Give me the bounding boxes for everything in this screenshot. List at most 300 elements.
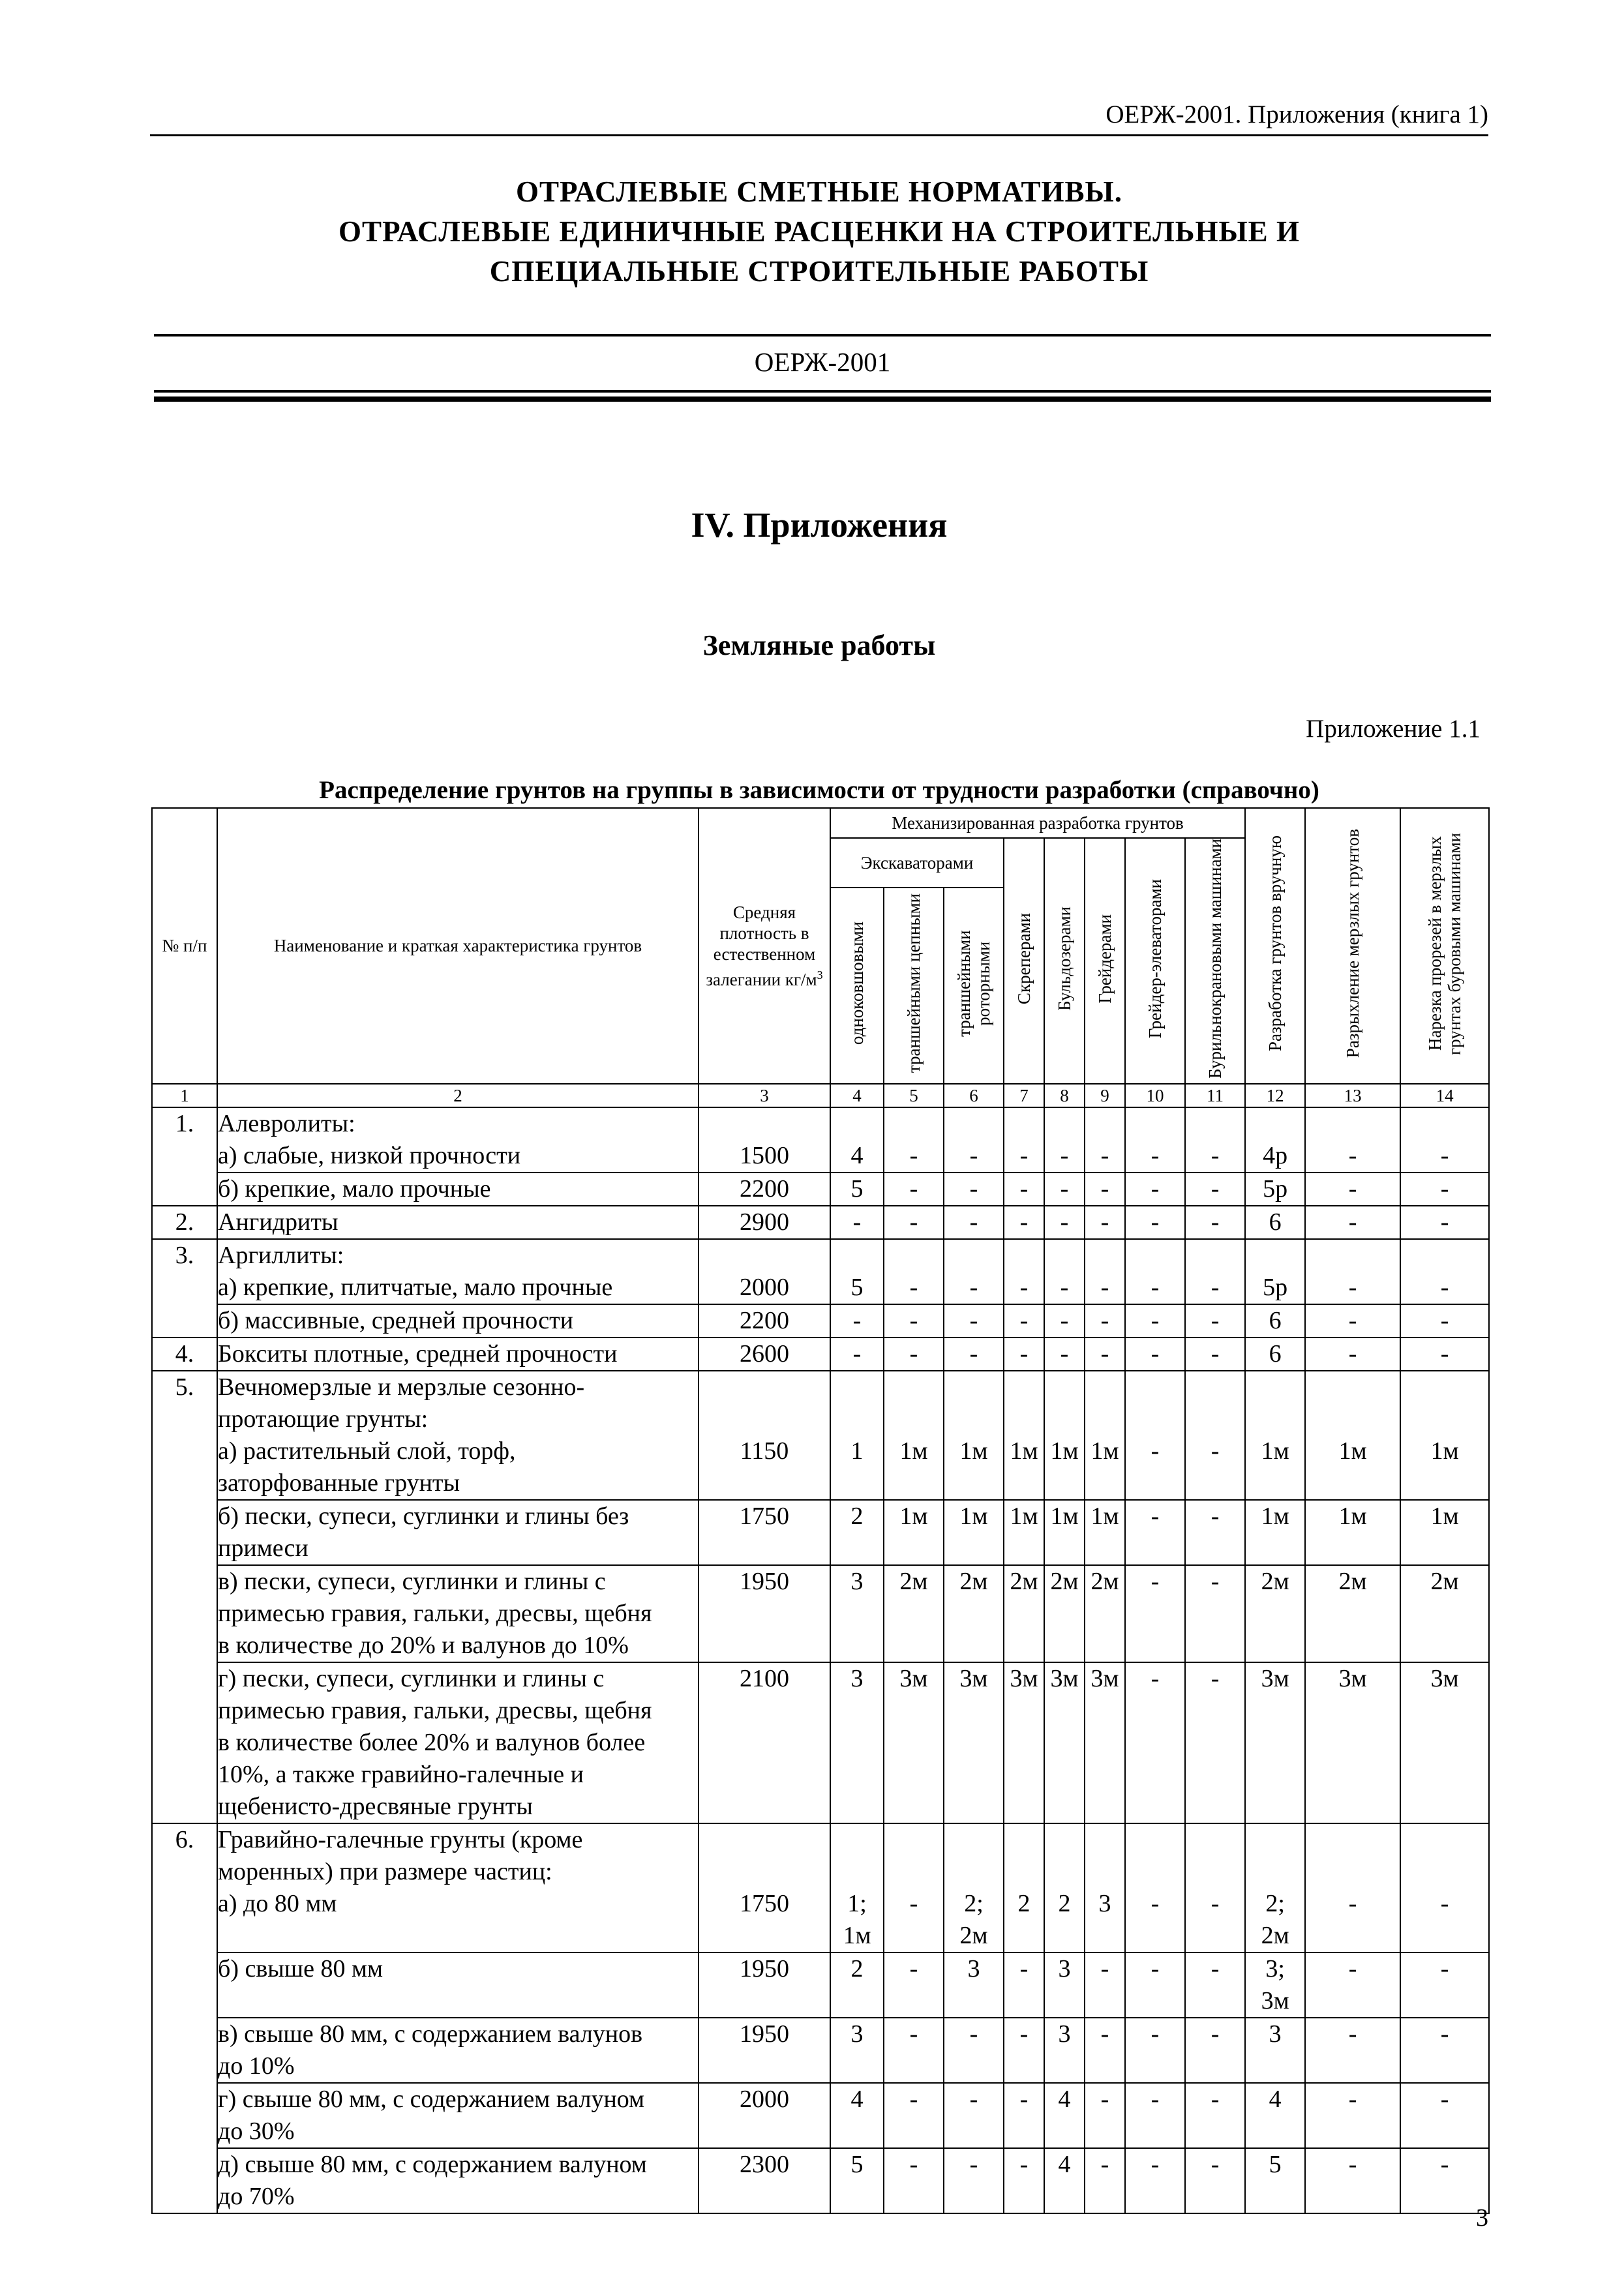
- value-cell-col13: [1305, 1823, 1400, 1952]
- value-cell-col8: [1044, 1107, 1085, 1173]
- row-number: [152, 1371, 217, 1823]
- soil-density: [699, 1565, 830, 1662]
- cell-value: -: [1210, 1174, 1220, 1203]
- spacer-line: [1186, 1824, 1244, 1856]
- table-row: [152, 1500, 1489, 1565]
- value-cell-col7: [1004, 1239, 1044, 1304]
- soil-name-text: в количестве более 20% и валунов более: [218, 1728, 646, 1756]
- spacer-line: [1306, 1403, 1400, 1435]
- cell-value: 5: [1269, 2150, 1282, 2178]
- col-number: 1: [152, 1084, 217, 1107]
- cell-value: 3м: [1010, 1664, 1038, 1692]
- group-title: Алевролиты:: [218, 1109, 355, 1137]
- cell-value: -: [1100, 2150, 1109, 2178]
- value-cell-col7: [1004, 1173, 1044, 1206]
- value-cell-col9: [1085, 1338, 1125, 1371]
- cell-value: 1м: [1050, 1437, 1079, 1465]
- cell-value: -: [1440, 2020, 1449, 2048]
- cell-value: -: [1348, 1339, 1357, 1368]
- density-value: 2600: [740, 1339, 789, 1368]
- cell-value: -: [1440, 1889, 1449, 1917]
- spacer-line: [944, 1240, 1003, 1272]
- cell-value: -: [1100, 1954, 1109, 1982]
- spacer-line: [1126, 1108, 1184, 1140]
- density-value: 2000: [740, 2085, 789, 2113]
- value-cell-col5: [884, 2148, 944, 2213]
- value-cell-col7: [1004, 2018, 1044, 2083]
- cell-value: -: [1210, 1954, 1220, 1982]
- value-cell-col6: [944, 1823, 1004, 1952]
- cell-value: -: [1150, 1174, 1160, 1203]
- value-cell-col13: [1305, 1500, 1400, 1565]
- cell-value: -: [969, 2085, 978, 2113]
- value-cell-col4: [830, 1565, 884, 1662]
- value-cell-col8: [1044, 1206, 1085, 1239]
- value-cell-col8: [1044, 1239, 1085, 1304]
- cell-value: -: [1210, 1889, 1220, 1917]
- cell-value: -: [1440, 1141, 1449, 1169]
- cell-value: 5р: [1263, 1174, 1288, 1203]
- cell-value: 1м: [1010, 1437, 1038, 1465]
- value-cell-col6: [944, 1107, 1004, 1173]
- header-col12: Разработка грунтов вручную: [1245, 808, 1305, 1084]
- value-cell-col11: [1185, 1304, 1245, 1338]
- cell-value: 2м: [899, 1567, 928, 1595]
- table-row: [152, 2083, 1489, 2148]
- value-cell-col14: [1400, 1662, 1489, 1823]
- cell-value: 2м: [1430, 1567, 1459, 1595]
- col-number: 2: [217, 1084, 699, 1107]
- soil-name: [217, 1338, 699, 1371]
- value-cell-col7: [1004, 1662, 1044, 1823]
- value-cell-col14: [1400, 1107, 1489, 1173]
- value-cell-col11: [1185, 1338, 1245, 1371]
- cell-value: -: [909, 1208, 918, 1236]
- cell-value: -: [969, 1273, 978, 1301]
- value-cell-col12: [1245, 1500, 1305, 1565]
- cell-value: 1м: [1261, 1437, 1289, 1465]
- cell-value: -: [1100, 1339, 1109, 1368]
- spacer-line: [831, 1371, 883, 1403]
- cell-value: -: [1019, 1954, 1029, 1982]
- running-header: ОЕРЖ-2001. Приложения (книга 1): [1105, 100, 1488, 128]
- value-cell-col14: [1400, 1206, 1489, 1239]
- value-cell-col6: [944, 2148, 1004, 2213]
- soil-name: [217, 1952, 699, 2018]
- cell-value: -: [1100, 2020, 1109, 2048]
- cell-value: -: [1348, 2150, 1357, 2178]
- cell-value: 1м: [899, 1502, 928, 1530]
- value-cell-col10: [1125, 1823, 1185, 1952]
- cell-value: 1м: [899, 1437, 928, 1465]
- density-value: 2900: [740, 1208, 789, 1236]
- cell-value: 3;: [1265, 1954, 1285, 1982]
- header-col14: Нарезка прорезей в мерзлых грунтах буровыми машинами: [1400, 808, 1489, 1084]
- value-cell-col8: [1044, 1565, 1085, 1662]
- value-cell-col5: [884, 1206, 944, 1239]
- cell-value: -: [909, 1141, 918, 1169]
- cell-value: -: [1150, 2085, 1160, 2113]
- table-row: [152, 2148, 1489, 2213]
- spacer-line: [1004, 1108, 1044, 1140]
- cell-value: -: [1348, 2085, 1357, 2113]
- cell-value: -: [1348, 1889, 1357, 1917]
- value-cell-col10: [1125, 2148, 1185, 2213]
- cell-value: 3: [1098, 1889, 1111, 1917]
- value-cell-col12: [1245, 1823, 1305, 1952]
- value-cell-col14: [1400, 1371, 1489, 1500]
- soil-density: [699, 2083, 830, 2148]
- value-cell-col10: [1125, 1662, 1185, 1823]
- cell-value: 3: [1269, 2020, 1282, 2048]
- spacer-line: [1246, 1824, 1304, 1856]
- value-cell-col9: [1085, 1500, 1125, 1565]
- soil-name: [217, 1304, 699, 1338]
- value-cell-col14: [1400, 2083, 1489, 2148]
- cell-value: -: [1150, 1437, 1160, 1465]
- cell-value: -: [909, 1339, 918, 1368]
- cell-value: -: [909, 1273, 918, 1301]
- cell-value: 5: [850, 2150, 864, 2178]
- cell-value: -: [1100, 1208, 1109, 1236]
- value-cell-col10: [1125, 1239, 1185, 1304]
- value-cell-col4: [830, 1952, 884, 2018]
- header-excavators: Экскаваторами: [830, 838, 1004, 888]
- spacer-line: [1004, 1403, 1044, 1435]
- header-col8: Бульдозерами: [1044, 838, 1085, 1084]
- value-cell-col5: [884, 1107, 944, 1173]
- cell-value: -: [1150, 1954, 1160, 1982]
- value-cell-col5: [884, 1500, 944, 1565]
- cell-value: 4: [850, 1141, 864, 1169]
- spacer-line: [699, 1108, 830, 1140]
- density-value: 2100: [740, 1664, 789, 1692]
- soil-density: [699, 2148, 830, 2213]
- value-cell-col11: [1185, 1952, 1245, 2018]
- spacer-line: [831, 1824, 883, 1856]
- section-title: IV. Приложения: [691, 505, 948, 545]
- spacer-line: [1045, 1371, 1084, 1403]
- value-cell-col12: [1245, 2148, 1305, 2213]
- cell-value: -: [1440, 2150, 1449, 2178]
- density-value: 2000: [740, 1273, 789, 1301]
- soil-name: [217, 1107, 699, 1173]
- cell-value: -: [909, 2085, 918, 2113]
- spacer-line: [1085, 1403, 1124, 1435]
- density-value: 1750: [740, 1502, 789, 1530]
- col-number: 3: [699, 1084, 830, 1107]
- cell-value: -: [1019, 2150, 1029, 2178]
- value-cell-col10: [1125, 2018, 1185, 2083]
- cell-value: -: [852, 1339, 862, 1368]
- header-col4: одноковшовыми: [830, 888, 884, 1084]
- cell-value: -: [1210, 1567, 1220, 1595]
- header-mechanized: Механизированная разработка грунтов: [830, 808, 1245, 838]
- value-cell-col13: [1305, 1338, 1400, 1371]
- value-cell-col12: [1245, 1206, 1305, 1239]
- value-cell-col14: [1400, 1823, 1489, 1952]
- spacer-line: [1085, 1824, 1124, 1856]
- cell-value: -: [1100, 1273, 1109, 1301]
- soil-density: [699, 1338, 830, 1371]
- cell-value: -: [969, 2020, 978, 2048]
- soil-density: [699, 1500, 830, 1565]
- value-cell-col7: [1004, 1206, 1044, 1239]
- value-cell-col7: [1004, 1565, 1044, 1662]
- cell-value: -: [909, 1889, 918, 1917]
- col-number: 6: [944, 1084, 1004, 1107]
- cell-value: -: [1150, 1567, 1160, 1595]
- soil-name: [217, 1823, 699, 1952]
- cell-value: -: [1348, 1174, 1357, 1203]
- soil-name-text: б) пески, супеси, суглинки и глины без: [218, 1502, 629, 1530]
- value-cell-col5: [884, 1371, 944, 1500]
- soil-name-text: б) свыше 80 мм: [218, 1954, 383, 1982]
- cell-value: -: [1440, 1174, 1449, 1203]
- value-cell-col5: [884, 1823, 944, 1952]
- row-number-text: 1.: [175, 1109, 194, 1137]
- table-row: [152, 1304, 1489, 1338]
- soil-density: [699, 1823, 830, 1952]
- soil-name-text: заторфованные грунты: [218, 1469, 460, 1497]
- value-cell-col12: [1245, 1952, 1305, 2018]
- cell-value: 6: [1269, 1208, 1282, 1236]
- cell-value: -: [1210, 1437, 1220, 1465]
- spacer-line: [1401, 1403, 1488, 1435]
- value-cell-col6: [944, 1952, 1004, 2018]
- spacer-line: [1306, 1108, 1400, 1140]
- cell-value: 3м: [1430, 1664, 1459, 1692]
- cell-value: -: [1150, 2150, 1160, 2178]
- cell-value: -: [1440, 1306, 1449, 1334]
- cell-value: -: [1019, 1141, 1029, 1169]
- header-col9: Грейдерами: [1085, 838, 1125, 1084]
- cell-value: -: [1210, 1208, 1220, 1236]
- group-title: протающие грунты:: [218, 1405, 429, 1433]
- cell-value: -: [1100, 1306, 1109, 1334]
- cell-value: -: [852, 1208, 862, 1236]
- spacer-line: [1085, 1856, 1124, 1888]
- value-cell-col12: [1245, 1239, 1305, 1304]
- cell-value: 3м: [1261, 1664, 1289, 1692]
- cell-value: 1м: [1430, 1437, 1459, 1465]
- cell-value: -: [909, 1174, 918, 1203]
- spacer-line: [1401, 1371, 1488, 1403]
- value-cell-col7: [1004, 2083, 1044, 2148]
- cell-value: -: [1019, 2020, 1029, 2048]
- spacer-line: [831, 1856, 883, 1888]
- spacer-line: [1004, 1824, 1044, 1856]
- density-value: 2300: [740, 2150, 789, 2178]
- spacer-line: [1306, 1240, 1400, 1272]
- soil-name-text: а) до 80 мм: [218, 1889, 337, 1917]
- value-cell-col8: [1044, 1500, 1085, 1565]
- cell-value: -: [1440, 1273, 1449, 1301]
- cell-value: 3: [850, 2020, 864, 2048]
- soil-name-text: щебенисто-дресвяные грунты: [218, 1792, 533, 1820]
- soil-name-text: а) крепкие, плитчатые, мало прочные: [218, 1273, 613, 1301]
- cell-value: -: [1019, 1174, 1029, 1203]
- soil-name-text: до 70%: [218, 2182, 295, 2210]
- value-cell-col8: [1044, 1952, 1085, 2018]
- cell-value: -: [1210, 1664, 1220, 1692]
- cell-value: -: [1060, 1339, 1069, 1368]
- value-cell-col11: [1185, 1107, 1245, 1173]
- spacer-line: [1045, 1856, 1084, 1888]
- spacer-line: [1186, 1856, 1244, 1888]
- value-cell-col5: [884, 1338, 944, 1371]
- value-cell-col9: [1085, 1173, 1125, 1206]
- value-cell-col6: [944, 1565, 1004, 1662]
- cell-value: -: [1210, 2150, 1220, 2178]
- value-cell-col6: [944, 1500, 1004, 1565]
- value-cell-col10: [1125, 1565, 1185, 1662]
- value-cell-col10: [1125, 1173, 1185, 1206]
- cell-value: 1м: [1338, 1437, 1367, 1465]
- cell-value: 3: [967, 1954, 980, 1982]
- soil-density: [699, 1206, 830, 1239]
- soil-density: [699, 1107, 830, 1173]
- spacer-line: [831, 1403, 883, 1435]
- value-cell-col10: [1125, 1338, 1185, 1371]
- spacer-line: [1085, 1240, 1124, 1272]
- cell-value: 2: [1017, 1889, 1030, 1917]
- table-row: [152, 2018, 1489, 2083]
- cell-value: 3: [1058, 2020, 1071, 2048]
- value-cell-col13: [1305, 1565, 1400, 1662]
- value-cell-col11: [1185, 1662, 1245, 1823]
- value-cell-col5: [884, 1173, 944, 1206]
- value-cell-col11: [1185, 1173, 1245, 1206]
- cell-value: -: [1100, 2085, 1109, 2113]
- cell-value: 1м: [1090, 1437, 1119, 1465]
- table-row: [152, 1371, 1489, 1500]
- spacer-line: [1401, 1240, 1488, 1272]
- value-cell-col5: [884, 1304, 944, 1338]
- soil-name: [217, 2148, 699, 2213]
- value-cell-col14: [1400, 1304, 1489, 1338]
- value-cell-col4: [830, 1107, 884, 1173]
- row-number: [152, 1338, 217, 1371]
- cell-value: -: [1150, 1339, 1160, 1368]
- value-cell-col12: [1245, 1107, 1305, 1173]
- value-cell-col13: [1305, 2018, 1400, 2083]
- cell-value: -: [909, 1306, 918, 1334]
- group-title: Гравийно-галечные грунты (кроме: [218, 1825, 583, 1853]
- cell-value: 2м: [1338, 1567, 1367, 1595]
- soil-name: [217, 1500, 699, 1565]
- cell-value: -: [1019, 2085, 1029, 2113]
- spacer-line: [1045, 1108, 1084, 1140]
- value-cell-col5: [884, 2018, 944, 2083]
- cell-value: 2: [1058, 1889, 1071, 1917]
- spacer-line: [944, 1371, 1003, 1403]
- spacer-line: [1045, 1403, 1084, 1435]
- value-cell-col6: [944, 1239, 1004, 1304]
- cell-value: 2м: [959, 1567, 988, 1595]
- cell-value: 3: [850, 1567, 864, 1595]
- density-value: 2200: [740, 1306, 789, 1334]
- value-cell-col10: [1125, 2083, 1185, 2148]
- cell-value: -: [1150, 1502, 1160, 1530]
- cell-value: -: [1060, 1174, 1069, 1203]
- cell-value: 3м: [1050, 1664, 1079, 1692]
- value-cell-col9: [1085, 1823, 1125, 1952]
- value-cell-col7: [1004, 1952, 1044, 2018]
- value-cell-col12: [1245, 1338, 1305, 1371]
- cell-value: 2;: [1265, 1889, 1285, 1917]
- soil-name-text: Бокситы плотные, средней прочности: [218, 1339, 618, 1368]
- cell-value: 3м: [1090, 1664, 1119, 1692]
- value-cell-col7: [1004, 1107, 1044, 1173]
- cell-value: 4: [1269, 2085, 1282, 2113]
- row-number-text: 4.: [175, 1339, 194, 1368]
- cell-value: 1м: [1050, 1502, 1079, 1530]
- value-cell-col8: [1044, 1304, 1085, 1338]
- cell-value: 2м: [1050, 1567, 1079, 1595]
- value-cell-col7: [1004, 1500, 1044, 1565]
- value-cell-col13: [1305, 1371, 1400, 1500]
- cell-value: -: [969, 1339, 978, 1368]
- header-col7: Скреперами: [1004, 838, 1044, 1084]
- soil-name-text: в) пески, супеси, суглинки и глины с: [218, 1567, 606, 1595]
- cell-value: 2: [850, 1502, 864, 1530]
- value-cell-col11: [1185, 1239, 1245, 1304]
- spacer-line: [1186, 1108, 1244, 1140]
- cell-value: 3м: [1338, 1664, 1367, 1692]
- soil-density: [699, 1173, 830, 1206]
- cell-value: 1м: [843, 1921, 871, 1949]
- soil-name-text: а) слабые, низкой прочности: [218, 1141, 521, 1169]
- cell-value: 1м: [1430, 1502, 1459, 1530]
- value-cell-col10: [1125, 1304, 1185, 1338]
- value-cell-col11: [1185, 2018, 1245, 2083]
- value-cell-col7: [1004, 1371, 1044, 1500]
- cell-value: -: [1150, 1889, 1160, 1917]
- row-number-text: 3.: [175, 1241, 194, 1269]
- cell-value: 4р: [1263, 1141, 1288, 1169]
- cell-value: 2м: [1010, 1567, 1038, 1595]
- spacer-line: [1085, 1371, 1124, 1403]
- value-cell-col9: [1085, 1662, 1125, 1823]
- spacer-line: [831, 1240, 883, 1272]
- value-cell-col4: [830, 1304, 884, 1338]
- cell-value: -: [1348, 1954, 1357, 1982]
- cell-value: 1;: [847, 1889, 867, 1917]
- cell-value: -: [1019, 1273, 1029, 1301]
- soil-density: [699, 1304, 830, 1338]
- soil-name: [217, 1173, 699, 1206]
- value-cell-col7: [1004, 1338, 1044, 1371]
- cell-value: -: [969, 1141, 978, 1169]
- cell-value: 2;: [964, 1889, 984, 1917]
- cell-value: -: [909, 2020, 918, 2048]
- cell-value: 5: [850, 1174, 864, 1203]
- header-density: Средняя плотность в естественном залегании $кг/м^3$: [699, 808, 830, 1084]
- value-cell-col13: [1305, 1304, 1400, 1338]
- density-value: 1950: [740, 1954, 789, 1982]
- cell-value: -: [1348, 1141, 1357, 1169]
- table-row: [152, 1239, 1489, 1304]
- table-row: [152, 1565, 1489, 1662]
- soil-name-text: д) свыше 80 мм, с содержанием валуном: [218, 2150, 647, 2178]
- table-caption: Распределение грунтов на группы в зависимости от трудности разработки (справочно): [319, 776, 1319, 804]
- title-line-1: ОТРАСЛЕВЫЕ СМЕТНЫЕ НОРМАТИВЫ.: [516, 175, 1122, 208]
- value-cell-col9: [1085, 1952, 1125, 2018]
- cell-value: -: [1440, 2085, 1449, 2113]
- cell-value: 3м: [899, 1664, 928, 1692]
- value-cell-col4: [830, 2148, 884, 2213]
